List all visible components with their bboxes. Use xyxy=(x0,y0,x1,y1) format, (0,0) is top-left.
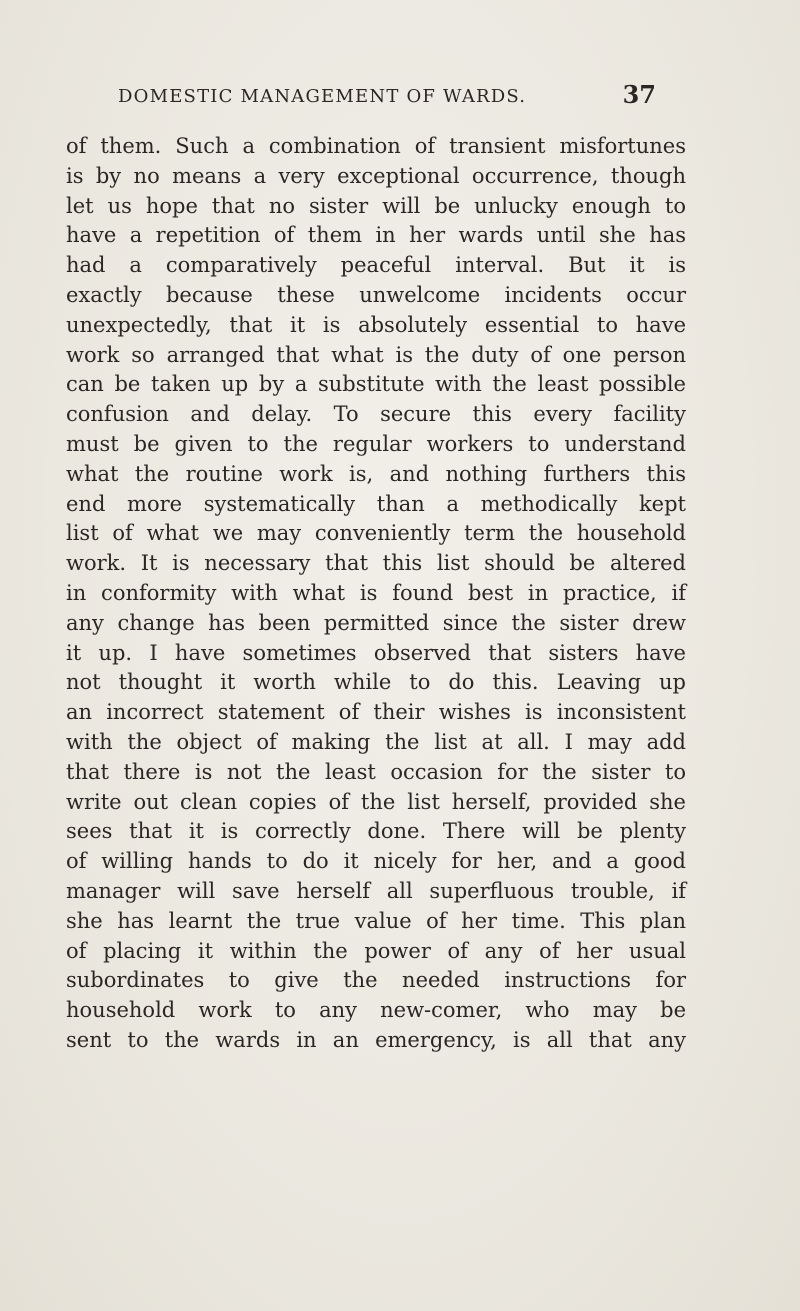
text-line: with the object of making the list at all. I may add xyxy=(66,729,686,754)
text-line: let us hope that no sister will be unlucky enough to xyxy=(66,193,686,218)
text-line: list of what we may conveniently term the household xyxy=(66,521,686,546)
text-line: work so arranged that what is the duty of one person xyxy=(66,342,686,367)
text-line: an incorrect statement of their wishes is inconsistent xyxy=(66,700,686,725)
text-line: have a repetition of them in her wards until she has xyxy=(66,223,686,248)
text-line: manager will save herself all superfluous trouble, if xyxy=(66,878,686,903)
text-line: confusion and delay. To secure this every facility xyxy=(66,402,686,427)
running-head: DOMESTIC MANAGEMENT OF WARDS. xyxy=(118,86,527,107)
text-line: it up. I have sometimes observed that sisters have xyxy=(66,640,686,665)
text-line: she has learnt the true value of her time. This plan xyxy=(66,908,686,933)
page-header xyxy=(118,80,656,116)
text-line: any change has been permitted since the sister drew xyxy=(66,610,686,635)
text-line: subordinates to give the needed instructions for xyxy=(66,968,686,993)
text-line: is by no means a very exceptional occurrence, though xyxy=(66,163,686,188)
text-line: unexpectedly, that it is absolutely essential to have xyxy=(66,312,686,337)
text-line: sees that it is correctly done. There will be plenty xyxy=(66,819,686,844)
text-line: of placing it within the power of any of her usual xyxy=(66,938,686,963)
text-line: end more systematically than a methodically kept xyxy=(66,491,686,516)
text-line: had a comparatively peaceful interval. But it is xyxy=(66,253,686,278)
text-line: in conformity with what is found best in practice, if xyxy=(66,580,686,605)
text-line: work. It is necessary that this list should be altered xyxy=(66,551,686,576)
text-line: of willing hands to do it nicely for her, and a good xyxy=(66,849,686,874)
text-line: sent to the wards in an emergency, is all that any xyxy=(66,1027,686,1052)
text-line: that there is not the least occasion for the sister to xyxy=(66,759,686,784)
text-line: exactly because these unwelcome incidents occur xyxy=(66,282,686,307)
text-line: what the routine work is, and nothing furthers this xyxy=(66,461,686,486)
text-line: must be given to the regular workers to understand xyxy=(66,431,686,456)
body-text xyxy=(66,132,686,1056)
text-line: can be taken up by a substitute with the least possible xyxy=(66,372,686,397)
page-number: 37 xyxy=(622,80,656,109)
text-line: of them. Such a combination of transient misfortunes xyxy=(66,134,686,158)
text-line: write out clean copies of the list herself, provided she xyxy=(66,789,686,814)
text-line: not thought it worth while to do this. Leaving up xyxy=(66,670,686,695)
text-line: household work to any new-comer, who may be xyxy=(66,998,686,1023)
